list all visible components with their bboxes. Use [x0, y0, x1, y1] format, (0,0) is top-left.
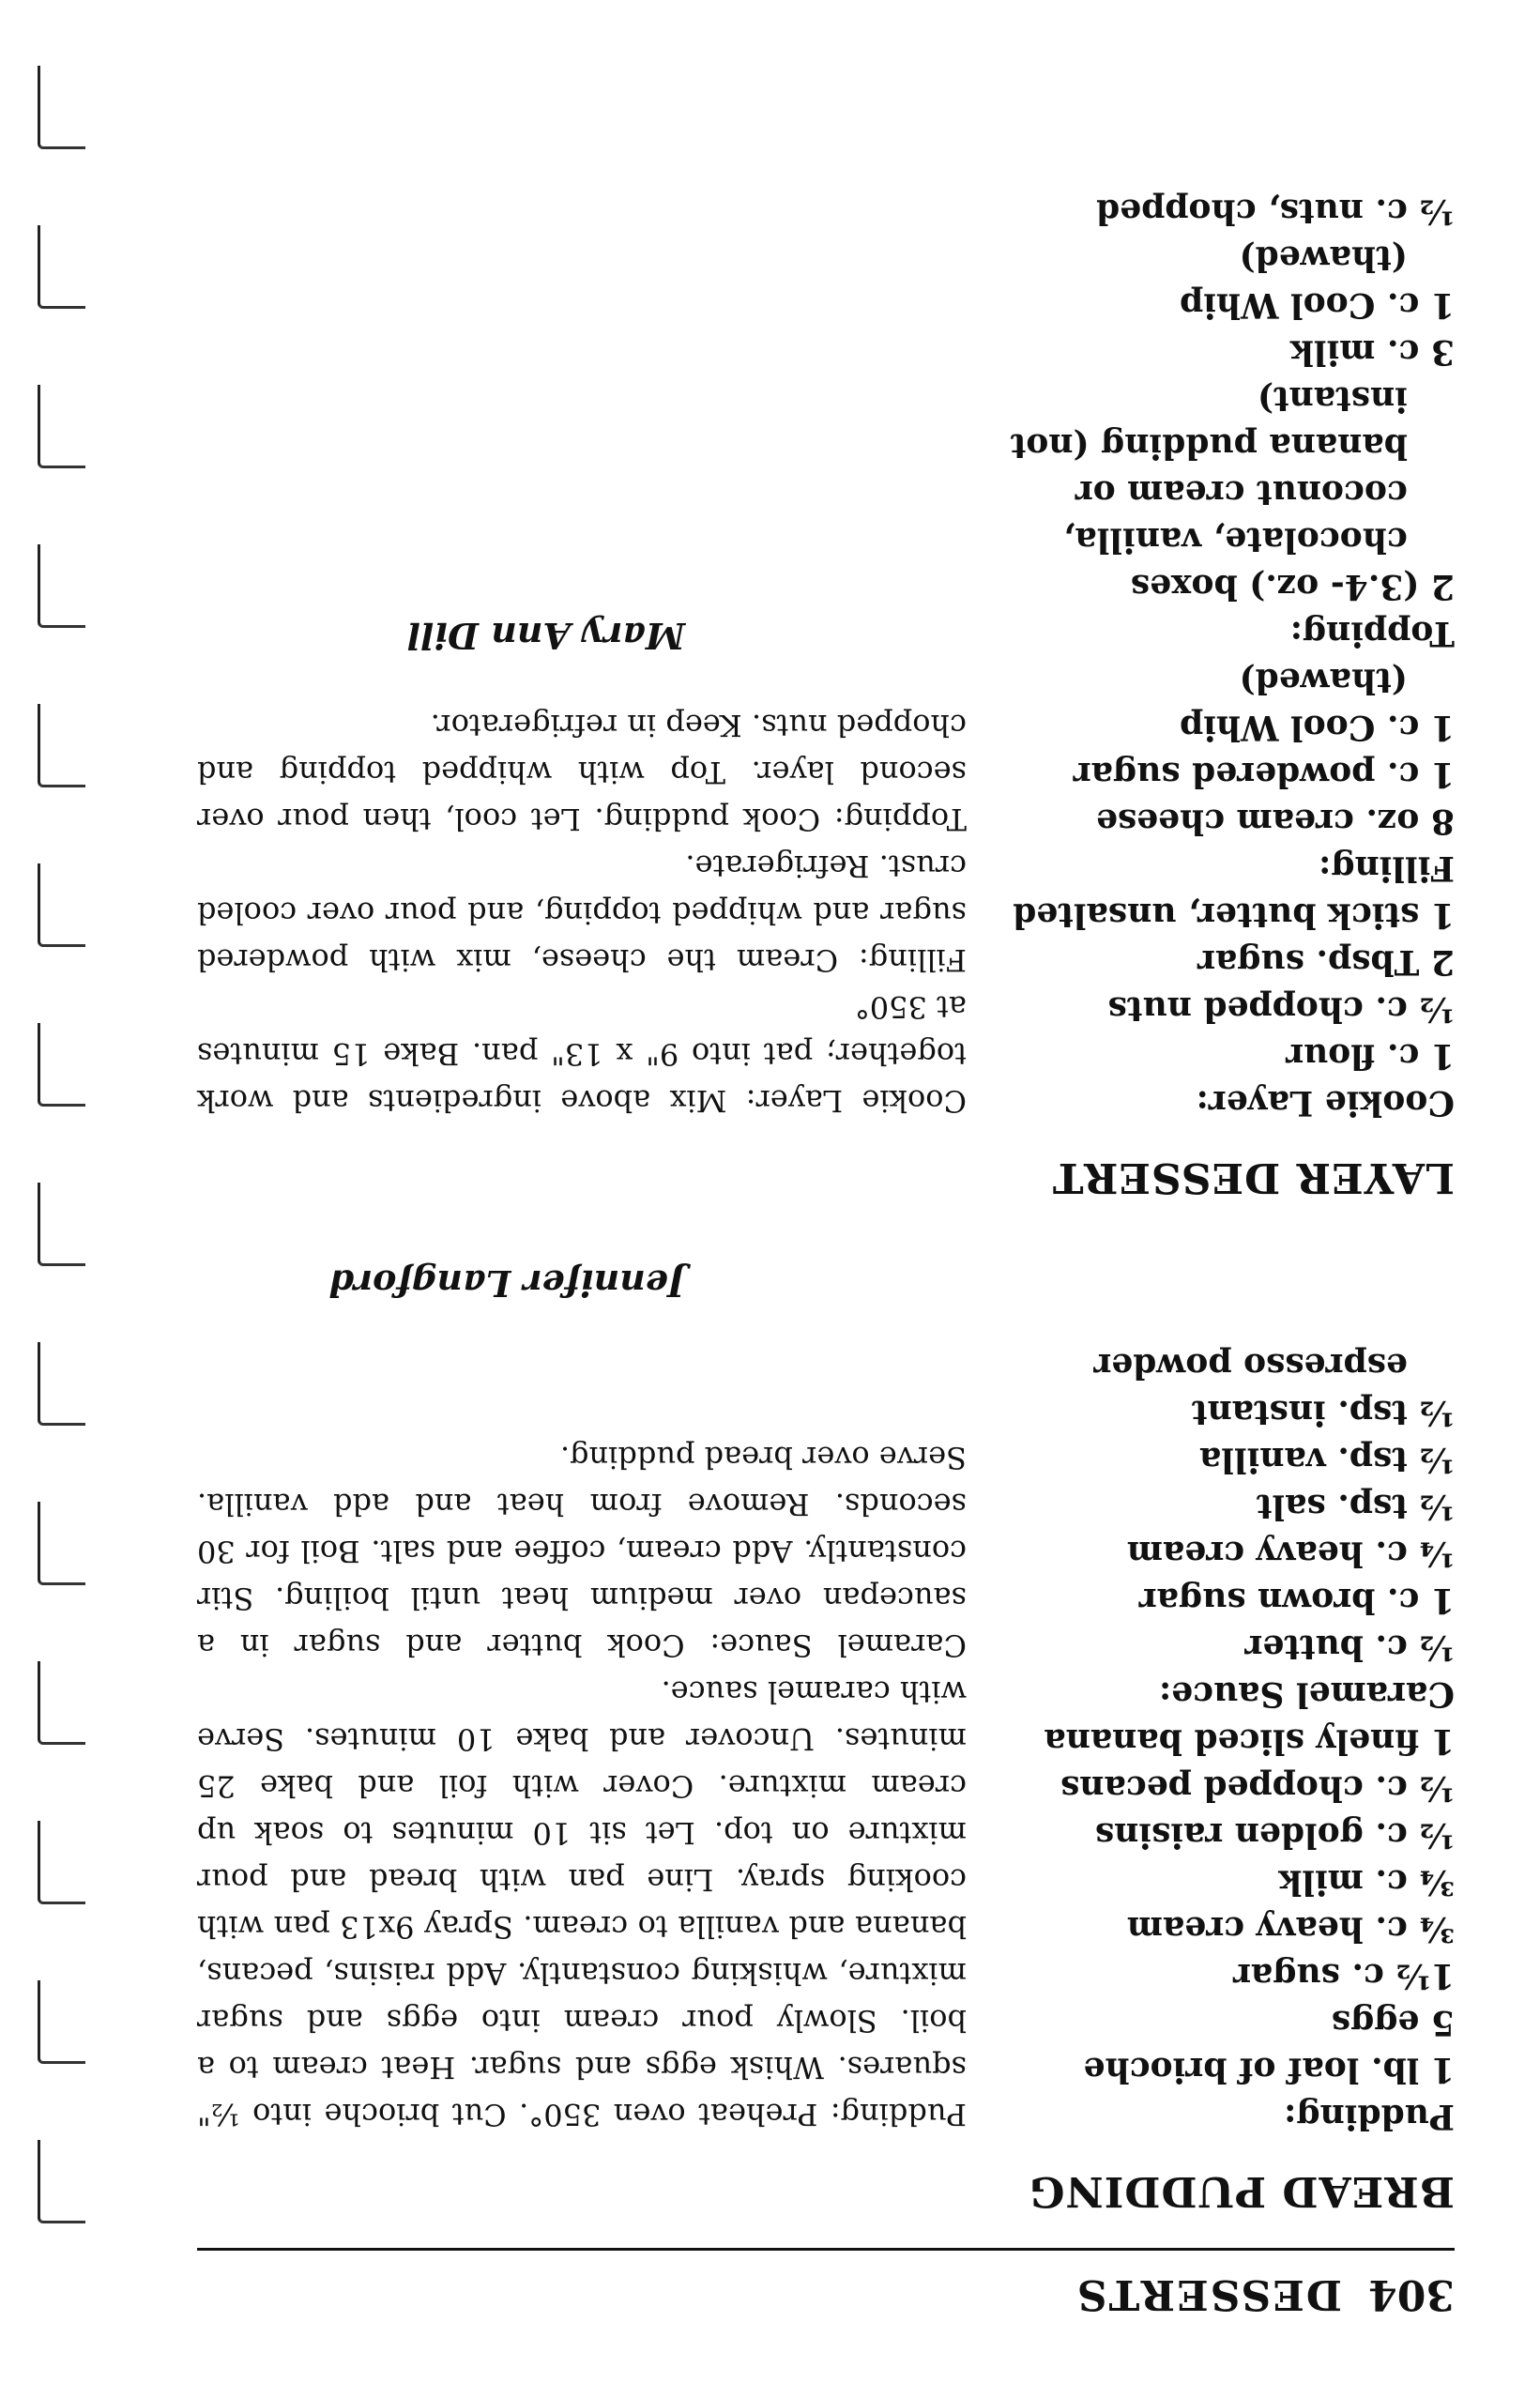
binding-mark	[38, 1023, 85, 1107]
ingredient-line: (thawed)	[1239, 661, 1455, 700]
ingredient-line: Topping:	[1289, 614, 1455, 653]
ingredient-line: ½ c. butter	[1244, 1627, 1455, 1667]
directions-paragraph: Cookie Layer: Mix above ingredients and work together; pat into 9" x 13" pan. Bake 15 minutes at 350°	[197, 989, 967, 1119]
ingredient-line: espresso powder	[1093, 1346, 1455, 1385]
ingredient-line: ½ tsp. vanilla	[1199, 1440, 1455, 1479]
directions-paragraph: Topping: Cook pudding. Let cool, then pour over second layer. Top with whipped topping and chopped nuts. Keep in refrigerator.	[197, 708, 967, 837]
binding-mark	[38, 544, 85, 628]
directions-paragraph: Pudding: Preheat oven 350°. Cut brioche into ½" squares. Whisk eggs and sugar. Heat cream to a boil. Slowly pour cream into eggs and sugar mixture, whisking constantly. Add raisins, pecans, banana and vanilla to cream. Spray 9x13 pan with cooking spray. Line pan with bread and pour mixture on top. Let sit 10 minutes to soak up cream mixture. Cover with foil and bake 25 minutes. Uncover and bake 10 minutes. Serve with caramel sauce.	[197, 1674, 967, 2132]
ingredient-line: Cookie Layer:	[1196, 1083, 1455, 1123]
spiral-binding	[38, 0, 103, 2383]
ingredient-line: 1 lb. loaf of brioche	[1083, 2050, 1455, 2089]
ingredient-line: Filling:	[1319, 848, 1455, 888]
directions-paragraph: Filling: Cream the cheese, mix with powdered sugar and whipped topping, and pour over cooled crust. Refrigerate.	[197, 848, 967, 978]
author-signature: Jennifer Langford	[328, 1262, 685, 1305]
ingredient-line: ¼ c. heavy cream	[1126, 1534, 1455, 1573]
ingredient-line: 1 c. Cool Whip	[1180, 285, 1455, 325]
ingredient-line: ¾ c. milk	[1278, 1862, 1455, 1902]
ingredient-line: 1 c. brown sugar	[1138, 1581, 1455, 1620]
binding-mark	[38, 863, 85, 947]
binding-mark	[38, 1661, 85, 1745]
ingredient-line: ¾ c. heavy cream	[1126, 1909, 1455, 1948]
binding-mark	[38, 1502, 85, 1585]
ingredient-line: coconut cream or	[1075, 473, 1455, 512]
ingredients-list-layer-dessert	[1010, 188, 1455, 1126]
directions-paragraph: Caramel Sauce: Cook butter and sugar in a saucepan over medium heat until boiling. Stir constantly. Add cream, coffee and salt. Boil for 30 seconds. Remove from heat and add vanilla. Serve over bread pudding.	[197, 1440, 967, 1663]
ingredients-list-bread-pudding	[1042, 1342, 1455, 2140]
ingredient-line: (thawed)	[1239, 238, 1455, 278]
ingredient-line: ½ c. chopped nuts	[1107, 989, 1455, 1029]
binding-mark	[38, 225, 85, 309]
directions-layer-dessert	[197, 702, 967, 1124]
binding-mark	[38, 66, 85, 149]
ingredient-line: ½ tsp. salt	[1256, 1487, 1455, 1526]
ingredient-line: 1 c. Cool Whip	[1180, 708, 1455, 747]
ingredient-line: 1 c. flour	[1286, 1036, 1455, 1076]
ingredient-line: 1½ c. sugar	[1232, 1956, 1455, 1995]
ingredient-line: ½ c. golden raisins	[1094, 1815, 1455, 1855]
section-title: DESSERTS	[1075, 2270, 1342, 2318]
binding-mark	[38, 1183, 85, 1266]
ingredient-line: chocolate, vanilla,	[1062, 520, 1455, 559]
binding-mark	[38, 2140, 85, 2223]
ingredient-line: 3 c. milk	[1290, 332, 1455, 372]
author-signature: Mary Ann Dill	[406, 615, 685, 657]
ingredient-line: ½ c. chopped pecans	[1060, 1768, 1455, 1808]
ingredient-line: banana pudding (not	[1010, 426, 1455, 466]
cookbook-page	[160, 66, 1455, 2337]
recipe-title-bread-pudding: BREAD PUDDING	[1028, 2167, 1455, 2215]
binding-mark	[38, 1980, 85, 2064]
ingredient-line: ½ tsp. instant	[1191, 1393, 1455, 1432]
directions-bread-pudding	[197, 1434, 967, 2138]
ingredient-line: Pudding:	[1284, 2097, 1455, 2136]
page-header	[160, 2253, 1455, 2337]
binding-mark	[38, 1821, 85, 1904]
ingredient-line: 8 oz. cream cheese	[1096, 802, 1455, 841]
binding-mark	[38, 704, 85, 787]
ingredient-line: instant)	[1257, 379, 1455, 419]
ingredient-line: 1 finely sliced banana	[1044, 1721, 1455, 1761]
ingredient-line: ½ c. nuts, chopped	[1096, 191, 1455, 231]
ingredient-line: 2 Tbsp. sugar	[1197, 942, 1455, 982]
ingredient-line: Caramel Sauce:	[1158, 1674, 1455, 1714]
recipe-title-layer-dessert: LAYER DESSERT	[1051, 1153, 1455, 1201]
header-rule	[197, 2248, 1455, 2251]
page-number: 304	[1368, 2270, 1455, 2318]
binding-mark	[38, 385, 85, 468]
ingredient-line: 1 c. powdered sugar	[1073, 755, 1455, 794]
ingredient-line: 5 eggs	[1331, 2003, 1455, 2042]
ingredient-line: 2 (3.4- oz.) boxes	[1130, 567, 1455, 606]
binding-mark	[38, 1342, 85, 1426]
ingredient-line: 1 stick butter, unsalted	[1013, 895, 1455, 935]
